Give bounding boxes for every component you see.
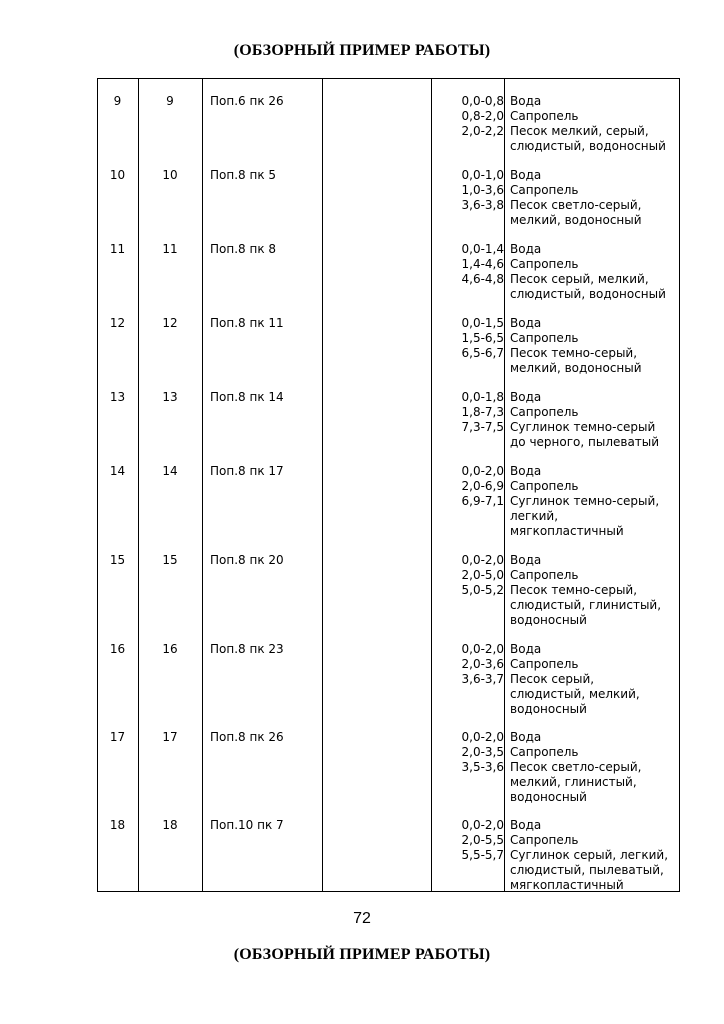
well-location: Поп.10 пк 7 [210,818,284,832]
soil-description: Вода Сапропель Песок темно-серый, мелкий, водоносный [510,316,642,375]
soil-description: Вода Сапропель Песок светло-серый, мелкий, глинистый, водоносный [510,730,642,804]
depth-intervals: 0,0-1,5 1,5-6,5 6,5-6,7 [461,316,504,360]
well-number: 12 [162,316,178,330]
soil-description: Вода Сапропель Песок серый, мелкий, слюдистый, водоносный [510,242,666,301]
table-column-divider [322,78,323,892]
table-column-divider [202,78,203,892]
depth-intervals: 0,0-1,8 1,8-7,3 7,3-7,5 [461,390,504,434]
row-number: 13 [109,390,126,404]
table-column-divider [504,78,505,892]
depth-intervals: 0,0-2,0 2,0-6,9 6,9-7,1 [461,464,504,508]
soil-description: Вода Сапропель Песок мелкий, серый, слюдистый, водоносный [510,94,666,153]
soil-description: Вода Сапропель Суглинок темно-серый, легкий, мягкопластичный [510,464,660,538]
row-number: 17 [109,730,126,744]
soil-description: Вода Сапропель Песок серый, слюдистый, мелкий, водоносный [510,642,640,716]
well-number: 18 [162,818,178,832]
page-number: 72 [353,910,371,927]
depth-intervals: 0,0-1,0 1,0-3,6 3,6-3,8 [461,168,504,212]
row-number: 16 [109,642,126,656]
soil-description: Вода Сапропель Песок темно-серый, слюдистый, глинистый, водоносный [510,553,662,627]
depth-intervals: 0,0-0,8 0,8-2,0 2,0-2,2 [461,94,504,138]
well-number: 15 [162,553,178,567]
depth-intervals: 0,0-2,0 2,0-3,6 3,6-3,7 [461,642,504,686]
well-location: Поп.8 пк 26 [210,730,284,744]
depth-intervals: 0,0-2,0 2,0-5,0 5,0-5,2 [461,553,504,597]
well-number: 13 [162,390,178,404]
soil-description: Вода Сапропель Песок светло-серый, мелкий, водоносный [510,168,642,227]
well-location: Поп.8 пк 17 [210,464,284,478]
row-number: 11 [109,242,126,256]
depth-intervals: 0,0-1,4 1,4-4,6 4,6-4,8 [461,242,504,286]
watermark-top: (ОБЗОРНЫЙ ПРИМЕР РАБОТЫ) [233,42,491,59]
well-location: Поп.8 пк 8 [210,242,277,256]
table-column-divider [138,78,139,892]
well-location: Поп.6 пк 26 [210,94,284,108]
row-number: 12 [109,316,126,330]
well-number: 17 [162,730,178,744]
row-number: 14 [109,464,126,478]
depth-intervals: 0,0-2,0 2,0-3,5 3,5-3,6 [461,730,504,774]
well-number: 16 [162,642,178,656]
row-number: 10 [109,168,126,182]
well-location: Поп.8 пк 20 [210,553,284,567]
well-location: Поп.8 пк 14 [210,390,284,404]
row-number: 9 [113,94,122,108]
row-number: 18 [109,818,126,832]
well-number: 11 [162,242,178,256]
well-location: Поп.8 пк 23 [210,642,284,656]
well-number: 10 [162,168,178,182]
soil-description: Вода Сапропель Суглинок темно-серый до черного, пылеватый [510,390,660,449]
well-location: Поп.8 пк 11 [210,316,284,330]
watermark-bottom: (ОБЗОРНЫЙ ПРИМЕР РАБОТЫ) [233,946,491,963]
well-number: 14 [162,464,178,478]
soil-description: Вода Сапропель Суглинок серый, легкий, слюдистый, пылеватый, мягкопластичный [510,818,669,892]
well-location: Поп.8 пк 5 [210,168,277,182]
well-number: 9 [166,94,174,108]
row-number: 15 [109,553,126,567]
depth-intervals: 0,0-2,0 2,0-5,5 5,5-5,7 [461,818,504,862]
